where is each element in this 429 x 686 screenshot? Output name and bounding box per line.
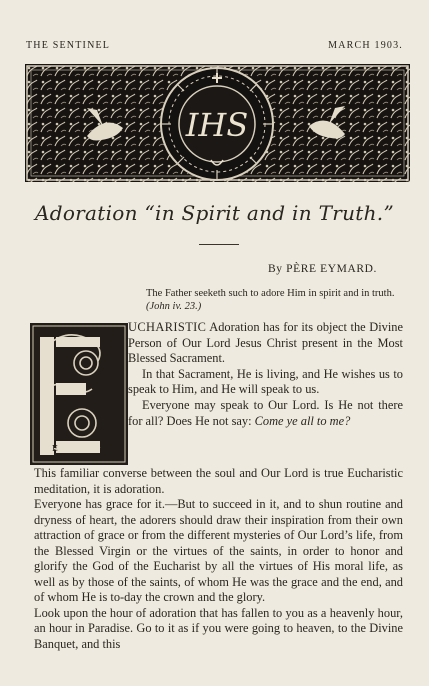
headpiece-illustration (25, 64, 410, 182)
journal-title: THE SENTINEL (26, 40, 111, 51)
intro-paragraph-1: UCHARISTIC Adoration has for its object the Divine Person of Our Lord Jesus Christ present in the Most Blessed Sacrament. (128, 320, 403, 366)
illuminated-initial (30, 323, 128, 465)
running-head (26, 40, 403, 51)
quotation: Come ye all to me? (254, 413, 351, 428)
article-title: Adoration “in Spirit and in Truth.” (35, 201, 394, 225)
issue-date: MARCH 1903. (328, 40, 403, 51)
body-text (34, 466, 403, 653)
illuminated-initial-art (30, 323, 128, 465)
ornamental-headpiece (25, 64, 410, 182)
intro-text (128, 320, 403, 429)
byline: By PÈRE EYMARD. (268, 263, 377, 275)
lead-word: UCHARISTIC (128, 320, 207, 334)
intro-paragraph-2: In that Sacrament, He is living, and He wishes us to speak to Him, and He will speak to us. (128, 366, 403, 397)
ihs-monogram: IHS (185, 106, 249, 144)
epigraph-reference: (John iv. 23.) (146, 301, 202, 312)
body-paragraph-2: Everyone has grace for it.—But to succeed in it, and to shun routine and dryness of heart, the adorers should draw their inspiration from their own attraction of grace or from the different mysteries of Our Lord’s life, from the Blessed Virgin or the virtues of the saints, in order to honor and glorify the God of the Eucharist by all the virtues of His moral life, as well as by those of the saints, of whom He was the grace and the end, and of whom He is to-day the crown and the glory. (34, 497, 403, 605)
intro-paragraph-3: Everyone may speak to Our Lord. Is He not there for all? Does He not say: Come ye all to me? (128, 397, 403, 428)
body-paragraph-3: Look upon the hour of adoration that has fallen to you as a heavenly hour, an hour in Paradise. Go to it as if you were going to heaven, to the Divine Banquet, and this (34, 605, 403, 652)
title-rule (199, 244, 239, 245)
body-paragraph-1: This familiar converse between the soul and Our Lord is true Eucharistic meditation, it is adoration. (34, 466, 403, 496)
epigraph (146, 287, 398, 313)
dropcap-letter: E (52, 444, 58, 453)
epigraph-text: The Father seeketh such to adore Him in spirit and in truth. (146, 288, 395, 299)
